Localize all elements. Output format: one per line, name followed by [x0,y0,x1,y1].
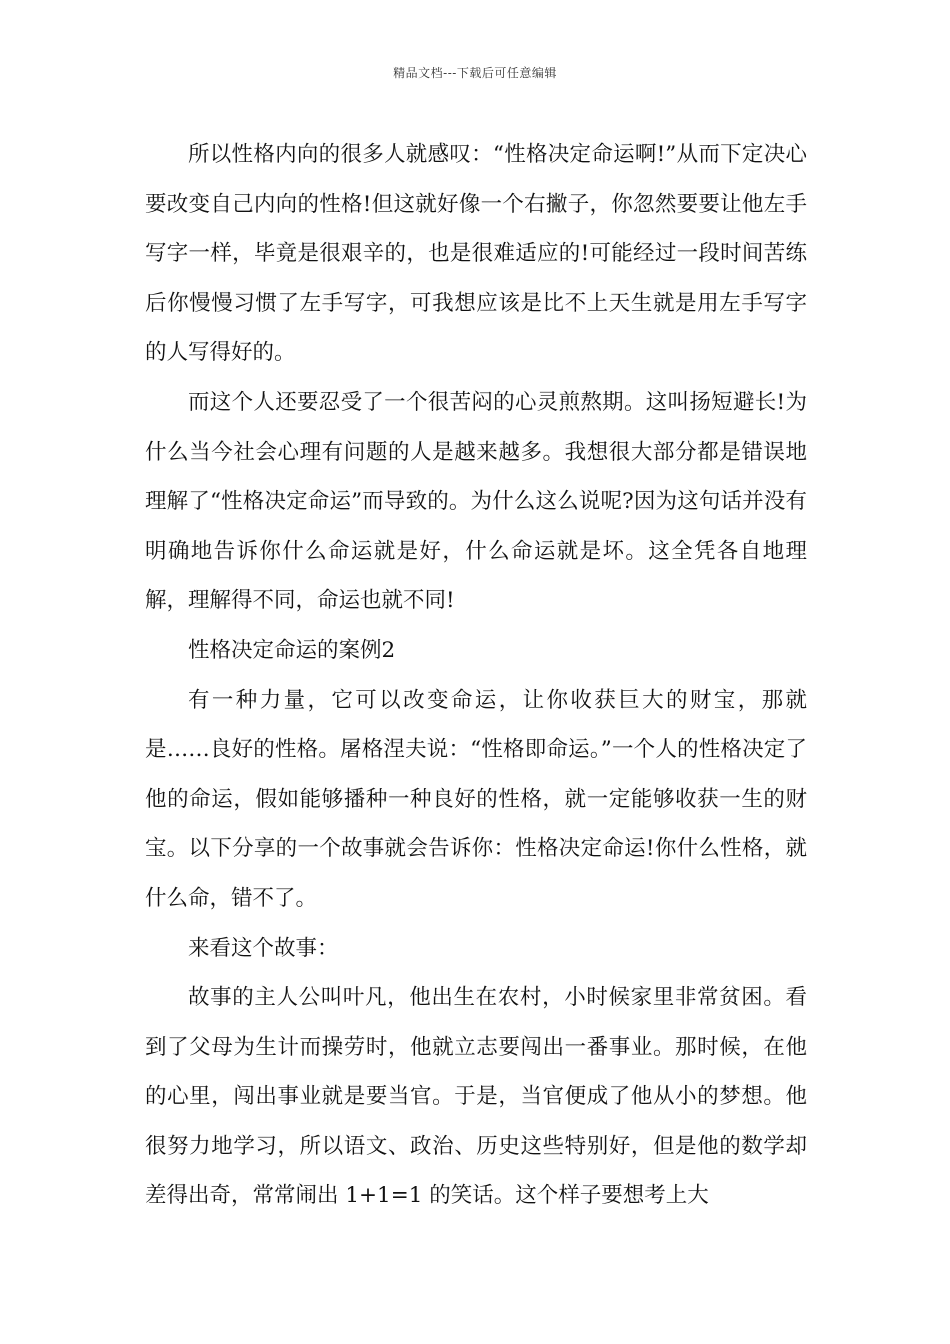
paragraph-3: 有一种力量，它可以改变命运，让你收获巨大的财宝，那就是……良好的性格。屠格涅夫说：“性格即命运。”一个人的性格决定了他的命运，假如能够播种一种良好的性格，就一定能够收获一生的财宝。以下分享的一个故事就会告诉你：性格决定命运!你什么性格，就什么命，错不了。 [145,687,807,911]
paragraph-5: 故事的主人公叫叶凡，他出生在农村，小时候家里非常贫困。看到了父母为生计而操劳时，他就立志要闯出一番事业。那时候，在他的心里，闯出事业就是要当官。于是，当官便成了他从小的梦想。他很努力地学习，所以语文、政治、历史这些特别好，但是他的数学却差得出奇，常常闹出 1+1=1 的笑话。这个样子要想考上大 [145,985,807,1209]
paragraph-2: 而这个人还要忍受了一个很苦闷的心灵煎熬期。这叫扬短避长!为什么当今社会心理有问题的人是越来越多。我想很大部分都是错误地理解了“性格决定命运”而导致的。为什么这么说呢?因为这句话并没有明确地告诉你什么命运就是好，什么命运就是坏。这全凭各自地理解，理解得不同，命运也就不同! [145,389,807,614]
section-heading: 性格决定命运的案例2 [188,637,396,663]
paragraph-4: 来看这个故事： [188,935,339,961]
paragraph-1: 所以性格内向的很多人就感叹：“性格决定命运啊!”从而下定决心要改变自己内向的性格!但这就好像一个右撇子，你忽然要要让他左手写字一样，毕竟是很艰辛的，也是很难适应的!可能经过一段时间苦练后你慢慢习惯了左手写字，可我想应该是比不上天生就是用左手写字的人写得好的。 [145,142,807,366]
page-header: 精品文档---下载后可任意编辑 [393,66,557,80]
document-body [145,130,807,1221]
